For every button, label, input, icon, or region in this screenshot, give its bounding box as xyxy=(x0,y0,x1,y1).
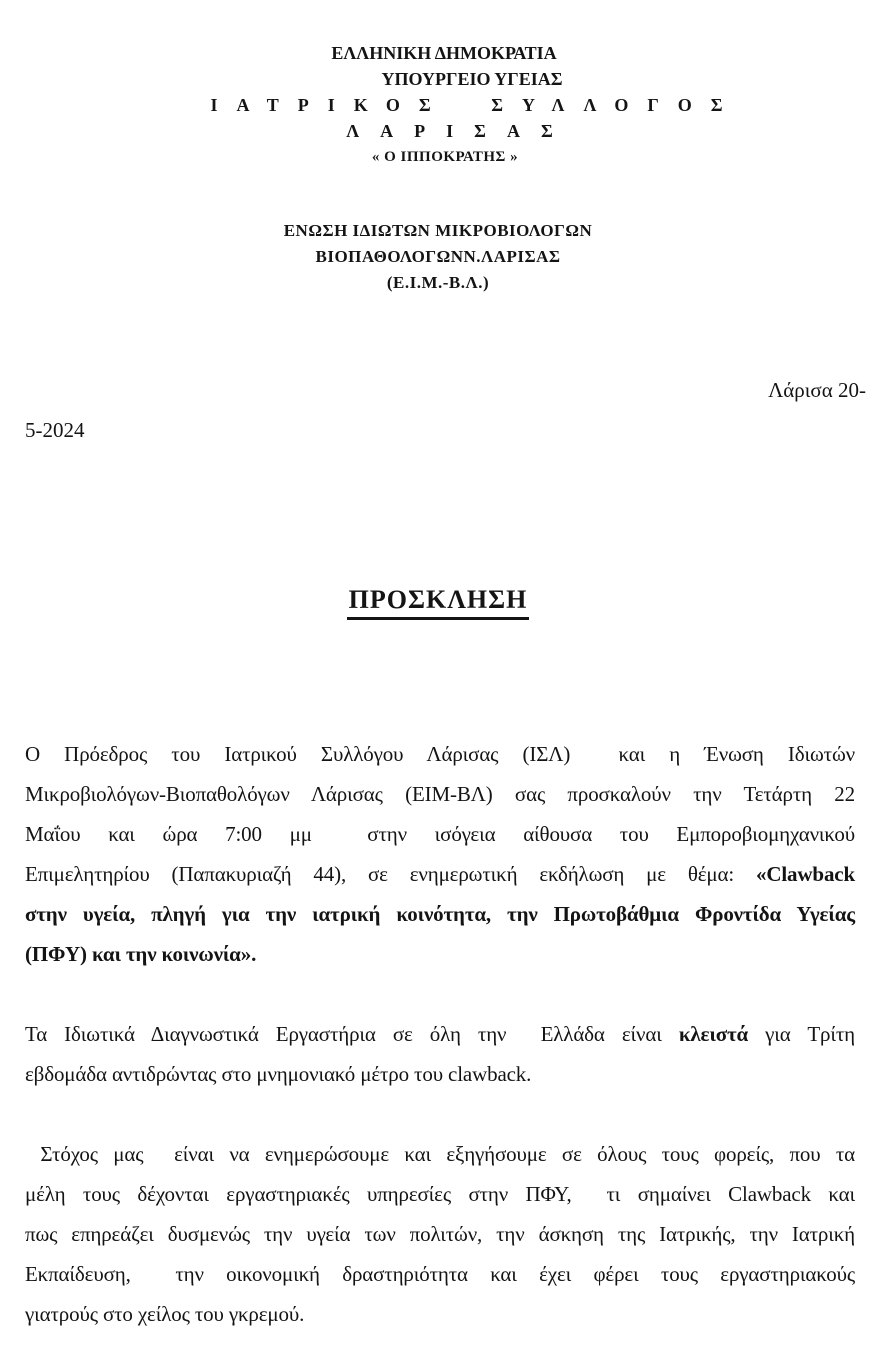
association-line-2: ΒΙΟΠΑΘΟΛΟΓΩΝΝ.ΛΑΡΙΣΑΣ xyxy=(315,247,561,266)
body-line xyxy=(25,814,855,854)
body-paragraph xyxy=(25,734,855,974)
body-text: εβδομάδα αντιδρώντας στο μνημονιακό μέτρο του clawback. xyxy=(25,1062,532,1086)
body-text: Μικροβιολόγων-Βιοπαθολόγων Λάρισας (ΕΙΜ-ΒΛ) σας προσκαλούν την Τετάρτη 22 xyxy=(25,782,855,806)
body-text: γιατρούς στο χείλος του γκρεμού. xyxy=(25,1302,305,1326)
body-line xyxy=(25,1054,855,1094)
body-paragraph xyxy=(25,1014,855,1094)
letterhead-line-association: ΙΑΤΡΙΚΟΣ ΣΥΛΛΟΓΟΣ xyxy=(210,95,742,115)
body-bold-text: στην υγεία, πληγή για την ιατρική κοινότητα, την Πρωτοβάθμια Φροντίδα Υγείας xyxy=(25,902,855,926)
document-body xyxy=(0,734,876,1334)
body-line xyxy=(25,774,855,814)
body-bold-text: «Clawback xyxy=(756,862,855,886)
document-title: ΠΡΟΣΚΛΗΣΗ xyxy=(347,585,530,620)
dateline-year-part: 5-2024 xyxy=(25,418,85,442)
body-line xyxy=(25,734,855,774)
body-text: Τα Ιδιωτικά Διαγνωστικά Εργαστήρια σε όλη την Ελλάδα είναι xyxy=(25,1022,679,1046)
body-line xyxy=(25,934,855,974)
body-line xyxy=(25,1294,855,1334)
body-text: Επιμελητηρίου (Παπακυριαζή 44), σε ενημερωτική εκδήλωση με θέμα: xyxy=(25,862,756,886)
dateline-city-part: Λάρισα 20- xyxy=(768,378,866,402)
body-text: μέλη τους δέχονται εργαστηριακές υπηρεσίες στην ΠΦΥ, τι σημαίνει Clawback και xyxy=(25,1182,855,1206)
title-wrap xyxy=(0,585,876,620)
association-line-3: (Ε.Ι.Μ.-Β.Λ.) xyxy=(386,273,490,292)
body-text: Ο Πρόεδρος του Ιατρικού Συλλόγου Λάρισας (ΙΣΛ) και η Ένωση Ιδιωτών xyxy=(25,742,855,766)
body-line xyxy=(25,1014,855,1054)
dateline xyxy=(0,370,876,450)
body-text: πως επηρεάζει δυσμενώς την υγεία των πολιτών, την άσκηση της Ιατρικής, την Ιατρική xyxy=(25,1222,855,1246)
association-block xyxy=(0,218,876,296)
body-bold-text: (ΠΦΥ) και την κοινωνία». xyxy=(25,942,257,966)
association-line-1: ΕΝΩΣΗ ΙΔΙΩΤΩΝ ΜΙΚΡΟΒΙΟΛΟΓΩΝ xyxy=(283,221,593,240)
body-line xyxy=(25,854,855,894)
letterhead xyxy=(0,0,876,170)
body-line xyxy=(25,1174,855,1214)
body-text: Στόχος μας είναι να ενημερώσουμε και εξηγήσουμε σε όλους τους φορείς, που τα xyxy=(25,1142,855,1166)
letterhead-line-ministry: ΥΠΟΥΡΓΕΙΟ ΥΓΕΙΑΣ xyxy=(381,69,563,89)
body-line xyxy=(25,1254,855,1294)
body-line xyxy=(25,1214,855,1254)
body-text: Μαΐου και ώρα 7:00 μμ στην ισόγεια αίθουσα του Εμποροβιομηχανικού xyxy=(25,822,855,846)
letterhead-line-motto: « Ο ΙΠΠΟΚΡΑΤΗΣ » xyxy=(371,149,519,165)
letterhead-line-republic: ΕΛΛΗΝΙΚΗ ΔΗΜΟΚΡΑΤΙΑ xyxy=(331,43,557,63)
body-text: για Τρίτη xyxy=(748,1022,856,1046)
body-bold-text: κλειστά xyxy=(678,1022,749,1046)
body-paragraph xyxy=(25,1134,855,1334)
body-line xyxy=(25,1134,855,1174)
body-line xyxy=(25,894,855,934)
letterhead-line-city: ΛΑΡΙΣΑΣ xyxy=(346,121,574,141)
body-text: Εκπαίδευση, την οικονομική δραστηριότητα και έχει φέρει τους εργαστηριακούς xyxy=(25,1262,855,1286)
